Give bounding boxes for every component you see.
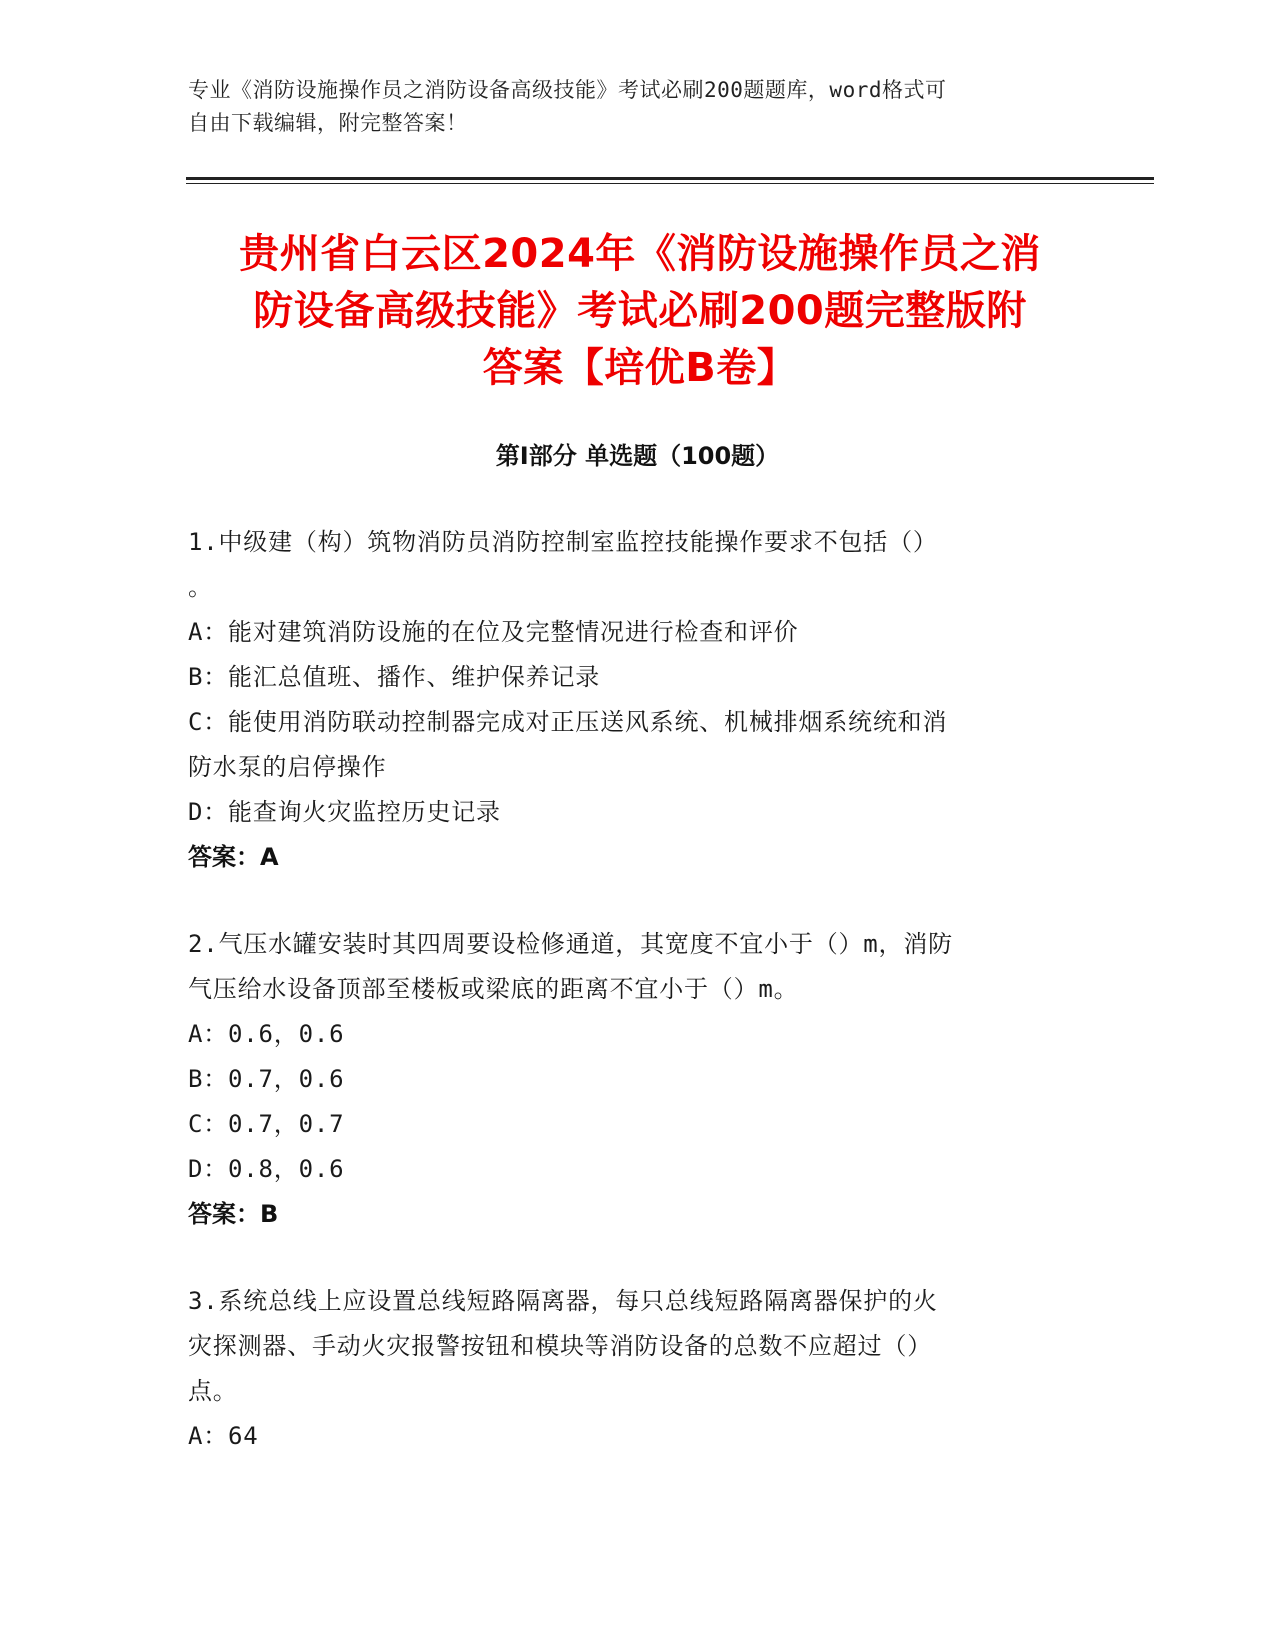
title-line: 贵州省白云区2024年《消防设施操作员之消 [239, 231, 1041, 277]
question-stem: 灾探测器、手动火灾报警按钮和模块等消防设备的总数不应超过（） [188, 1332, 932, 1360]
document-title [180, 226, 1100, 397]
question-stem: 3.系统总线上应设置总线短路隔离器，每只总线短路隔离器保护的火 [188, 1287, 938, 1315]
option-c: C：0.7，0.7 [188, 1110, 345, 1138]
option-a: A：0.6，0.6 [188, 1020, 345, 1048]
option-b: B：0.7，0.6 [188, 1065, 345, 1093]
question-stem: 。 [188, 573, 213, 601]
question-stem: 气压给水设备顶部至楼板或梁底的距离不宜小于（）m。 [188, 975, 799, 1003]
header-divider-thick [186, 177, 1154, 180]
answer-label: 答案：B [188, 1200, 279, 1228]
header-divider-thin [186, 183, 1154, 184]
question-item [188, 1279, 1078, 1459]
header-note-line: 专业《消防设施操作员之消防设备高级技能》考试必刷200题题库，word格式可 [188, 78, 947, 102]
header-note-line: 自由下载编辑，附完整答案！ [188, 111, 468, 135]
answer-label: 答案：A [188, 843, 279, 871]
question-stem: 2.气压水罐安装时其四周要设检修通道，其宽度不宜小于（）m，消防 [188, 930, 953, 958]
title-line: 防设备高级技能》考试必刷200题完整版附 [253, 288, 1027, 334]
option-a: A：能对建筑消防设施的在位及完整情况进行检查和评价 [188, 618, 799, 646]
header-note [188, 74, 1068, 140]
option-a: A：64 [188, 1422, 259, 1450]
question-item [188, 520, 1078, 880]
question-list [188, 520, 1078, 1501]
option-d: D：0.8，0.6 [188, 1155, 345, 1183]
option-c-continued: 防水泵的启停操作 [188, 753, 387, 781]
option-c: C：能使用消防联动控制器完成对正压送风系统、机械排烟系统统和消 [188, 708, 948, 736]
title-line: 答案【培优B卷】 [482, 345, 798, 391]
question-stem: 1.中级建（构）筑物消防员消防控制室监控技能操作要求不包括（） [188, 528, 938, 556]
section-heading: 第I部分 单选题（100题） [495, 442, 780, 470]
option-d: D：能查询火灾监控历史记录 [188, 798, 501, 826]
question-stem: 点。 [188, 1377, 238, 1405]
question-item [188, 922, 1078, 1237]
option-b: B：能汇总值班、播作、维护保养记录 [188, 663, 601, 691]
